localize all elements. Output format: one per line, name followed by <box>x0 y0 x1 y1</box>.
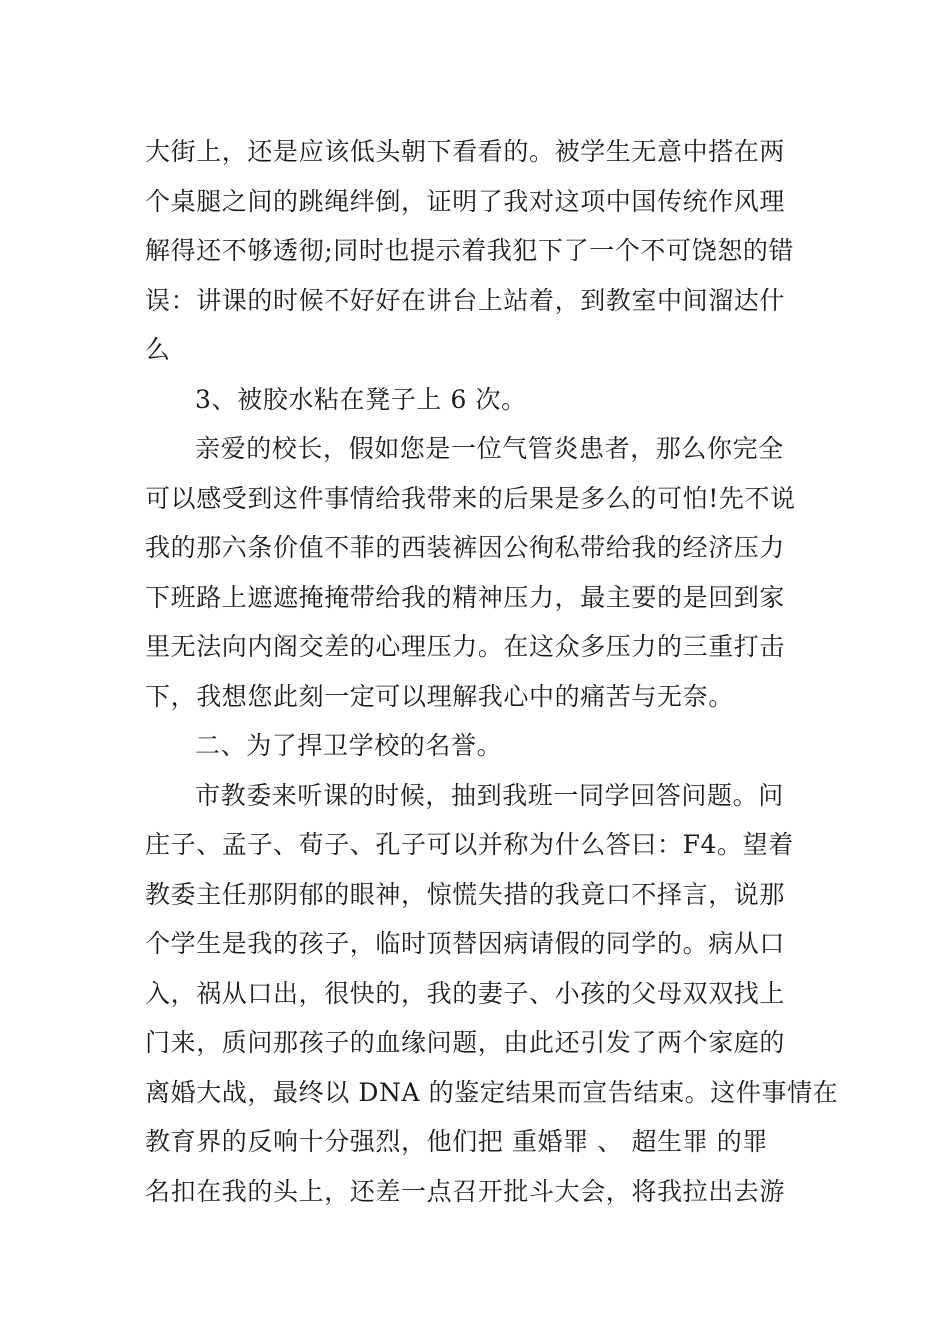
text-line: 庄子、孟子、荀子、孔子可以并称为什么答曰：F4。望着 <box>145 830 794 859</box>
list-item-heading: 3、被胶水粘在凳子上 6 次。 <box>195 384 527 414</box>
text-line: 误：讲课的时候不好好在讲台上站着，到教室中间溜达什 <box>145 285 786 315</box>
text-line: 入，祸从口出，很快的，我的妻子、小孩的父母双双找上 <box>145 978 786 1008</box>
text-line: 解得还不够透彻;同时也提示着我犯下了一个不可饶恕的错 <box>145 236 795 265</box>
text-line: 教育界的反响十分强烈，他们把 重婚罪 、 超生罪 的罪 <box>145 1127 768 1156</box>
text-line: 离婚大战，最终以 DNA 的鉴定结果而宣告结束。这件事情在 <box>145 1077 839 1107</box>
text-line: 个学生是我的孩子，临时顶替因病请假的同学的。病从口 <box>145 929 786 958</box>
text-line: 大街上，还是应该低头朝下看看的。被学生无意中搭在两 <box>145 137 786 166</box>
section-heading: 二、为了捍卫学校的名誉。 <box>195 731 503 760</box>
text-line: 我的那六条价值不菲的西装裤因公徇私带给我的经济压力 <box>145 533 786 562</box>
text-line: 下班路上遮遮掩掩带给我的精神压力，最主要的是回到家 <box>145 582 786 612</box>
text-line: 门来，质问那孩子的血缘问题，由此还引发了两个家庭的 <box>145 1028 786 1057</box>
text-line: 可以感受到这件事情给我带来的后果是多么的可怕!先不说 <box>145 483 796 513</box>
text-line: 下，我想您此刻一定可以理解我心中的痛苦与无奈。 <box>145 681 734 711</box>
paragraph-start-line: 亲爱的校长，假如您是一位气管炎患者，那么你完全 <box>195 434 784 463</box>
document-body <box>145 127 839 1216</box>
text-line: 么 <box>145 335 171 364</box>
text-line: 教委主任那阴郁的眼神，惊慌失措的我竟口不择言，说那 <box>145 879 786 909</box>
text-line: 名扣在我的头上，还差一点召开批斗大会，将我拉出去游 <box>145 1176 786 1206</box>
text-line: 个桌腿之间的跳绳绊倒，证明了我对这项中国传统作风理 <box>145 186 786 216</box>
text-line: 里无法向内阁交差的心理压力。在这众多压力的三重打击 <box>145 632 786 661</box>
paragraph-start-line: 市教委来听课的时候，抽到我班一同学回答问题。问 <box>195 780 784 810</box>
